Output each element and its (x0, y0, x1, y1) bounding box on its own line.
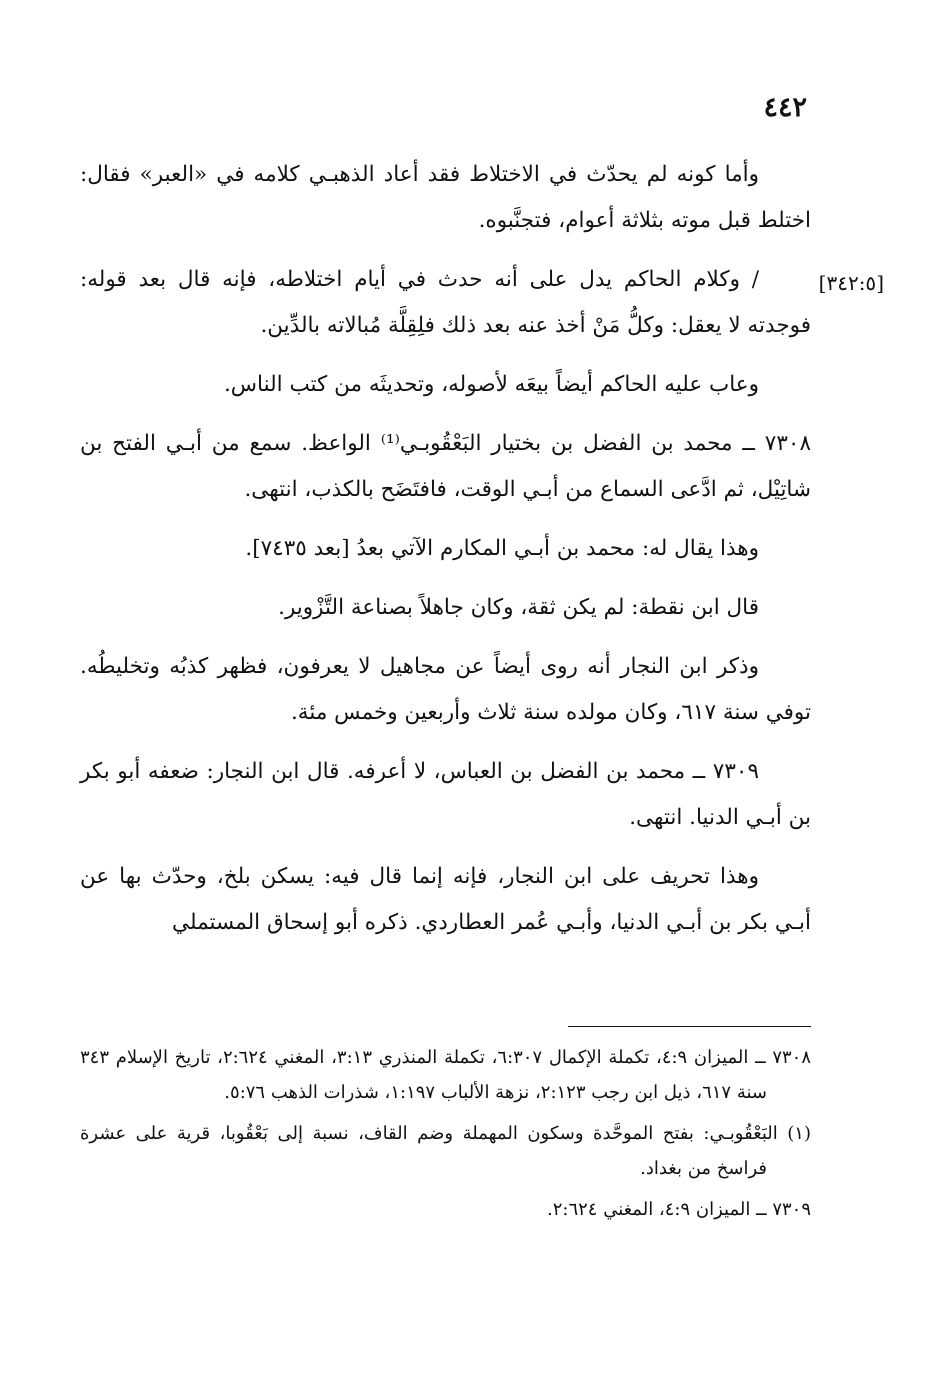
paragraph: / وكلام الحاكم يدل على أنه حدث في أيام اختلاطه، فإنه قال بعد قوله: فوجدته لا يعقل: وكلُّ مَنْ أخذ عنه بعد ذلك فلِقِلَّة مُبالاته بالدِّين. (80, 267, 811, 338)
paragraph: وهذا تحريف على ابن النجار، فإنه إنما قال فيه: يسكن بلخ، وحدّث بها عن أبـي بكر بن أبـي الدنيا، وأبـي عُمر العطاردي. ذكره أبو إسحاق المستملي (80, 864, 811, 935)
paragraph: وهذا يقال له: محمد بن أبـي المكارم الآتي بعدُ [بعد ٧٤٣٥]. (245, 536, 759, 561)
entry-7309: ٧٣٠٩ ــ محمد بن الفضل بن العباس، لا أعرفه. قال ابن النجار: ضعفه أبو بكر بن أبـي الدنيا. انتهى. (80, 759, 811, 830)
paragraph: وعاب عليه الحاكم أيضاً بيعَه لأصوله، وتحديثَه من كتب الناس. (223, 372, 759, 397)
footnote-7309: ٧٣٠٩ ــ الميزان ٤:٩، المغني ٢:٦٢٤. (546, 1199, 811, 1220)
paragraph: وذكر ابن النجار أنه روى أيضاً عن مجاهيل لا يعرفون، فظهر كذبُه وتخليطُه. توفي سنة ٦١٧، وكان مولده سنة ثلاث وأربعين وخمس مئة. (80, 654, 811, 725)
side-reference: [٣٤٢:٥] (818, 271, 884, 295)
paragraph: قال ابن نقطة: لم يكن ثقة، وكان جاهلاً بصناعة التَّزْوير. (278, 595, 759, 620)
footnotes (80, 1040, 811, 1233)
paragraph: وأما كونه لم يحدّث في الاختلاط فقد أعاد الذهبـي كلامه في «العبر» فقال: اختلط قبل موته بثلاثة أعوام، فتجنَّبوه. (80, 162, 811, 233)
entry-7308: ٧٣٠٨ ــ محمد بن الفضل بن بختيار البَعْقُوبـي⁽¹⁾ الواعظ. سمع من أبـي الفتح بن شاتِيْل، ثم ادَّعى السماع من أبـي الوقت، فافتَضَح بالكذب، انتهى. (80, 431, 811, 502)
footnote-7308: ٧٣٠٨ ــ الميزان ٤:٩، تكملة الإكمال ٦:٣٠٧، تكملة المنذري ٣:١٣، المغني ٢:٦٢٤، تاريخ الإسلام ٣٤٣ سنة ٦١٧، ذيل ابن رجب ٢:١٢٣، نزهة الألباب ١:١٩٧، شذرات الذهب ٥:٧٦. (80, 1047, 812, 1103)
page-number: ٤٤٢ (763, 92, 807, 123)
footnote-divider (568, 1026, 811, 1027)
footnote-1: (١) البَعْقُوبـي: بفتح الموحَّدة وسكون المهملة وضم القاف، نسبة إلى بَعْقُوبا، قرية على عشرة فراسخ من بغداد. (80, 1123, 811, 1179)
main-text (80, 152, 811, 959)
